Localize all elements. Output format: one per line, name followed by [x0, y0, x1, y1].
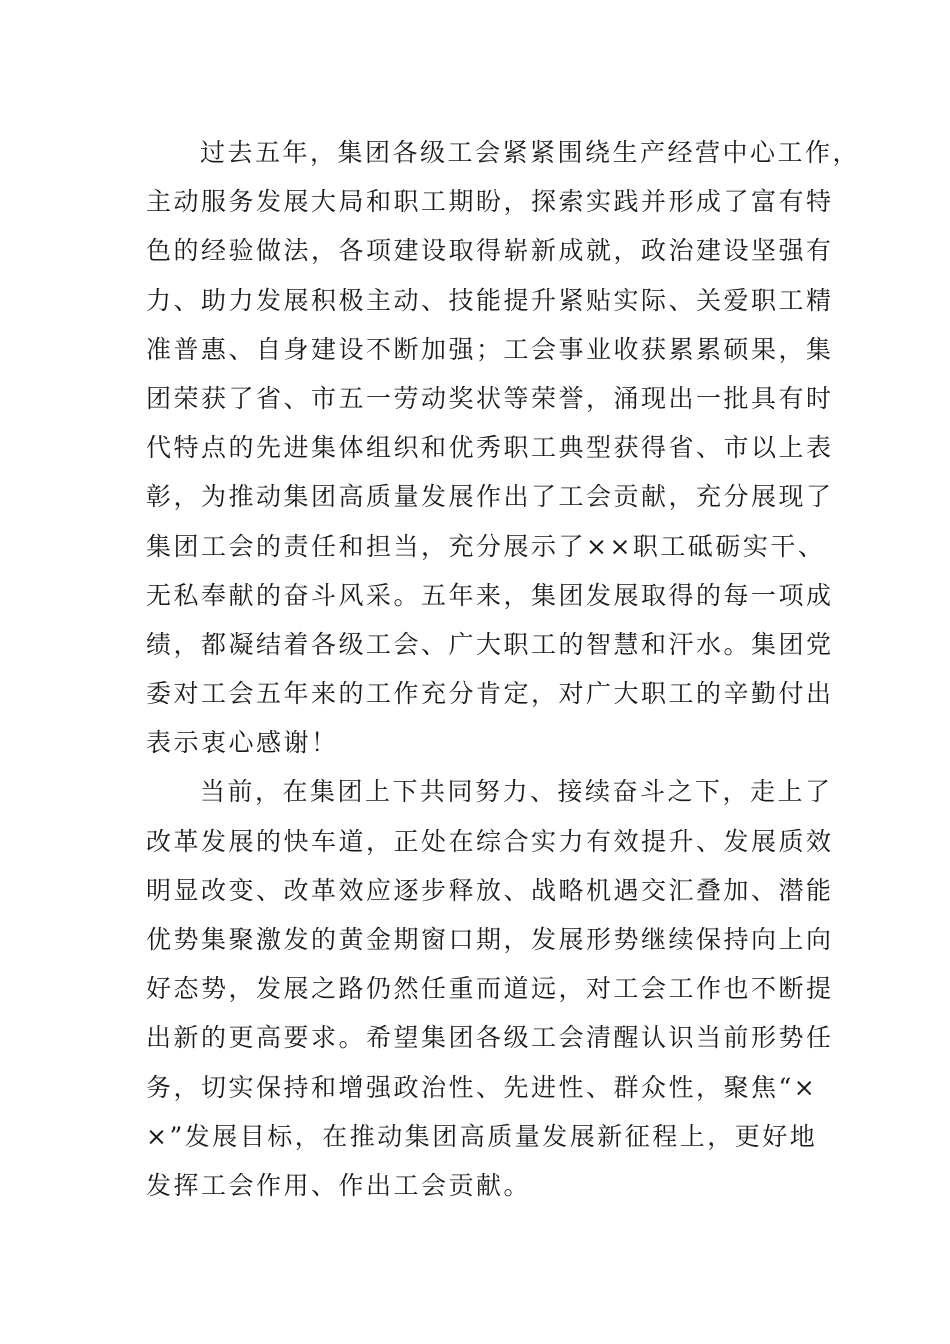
paragraph-line: 当前，在集团上下共同努力、接续奋斗之下，走上了: [200, 777, 833, 807]
paragraph-line: ×”发展目标，在推动集团高质量发展新征程上，更好地: [146, 1121, 818, 1151]
paragraph-line: 无私奉献的奋斗风采。五年来，集团发展取得的每一项成: [146, 580, 834, 610]
paragraph-line: 代特点的先进集体组织和优秀职工典型获得省、市以上表: [146, 433, 834, 463]
paragraph-line: 过去五年，集团各级工会紧紧围绕生产经营中心工作，: [200, 138, 861, 167]
paragraph-line: 出新的更高要求。希望集团各级工会清醒认识当前形势任: [146, 1023, 834, 1053]
paragraph-2: [146, 767, 834, 1210]
paragraph-line: 主动服务发展大局和职工期盼，探索实践并形成了富有特: [146, 187, 834, 217]
paragraph-line: 色的经验做法，各项建设取得崭新成就，政治建设坚强有: [146, 236, 834, 266]
paragraph-line: 团荣获了省、市五一劳动奖状等荣誉，涌现出一批具有时: [146, 383, 834, 413]
document-body: [146, 128, 861, 1210]
paragraph-line: 优势集聚激发的黄金期窗口期，发展形势继续保持向上向: [146, 925, 834, 954]
paragraph-line: 改革发展的快车道，正处在综合实力有效提升、发展质效: [146, 826, 834, 856]
paragraph-line: 发挥工会作用、作出工会贡献。: [146, 1170, 532, 1200]
paragraph-line: 彰，为推动集团高质量发展作出了工会贡献，充分展现了: [146, 482, 834, 512]
paragraph-line: 务，切实保持和增强政治性、先进性、群众性，聚焦“×: [146, 1072, 818, 1102]
paragraph-line: 准普惠、自身建设不断加强；工会事业收获累累硕果，集: [146, 334, 834, 364]
paragraph-line: 好态势，发展之路仍然任重而道远，对工会工作也不断提: [146, 974, 834, 1004]
paragraph-line: 集团工会的责任和担当，充分展示了××职工砥砺实干、: [146, 531, 826, 561]
paragraph-line: 委对工会五年来的工作充分肯定，对广大职工的辛勤付出: [146, 679, 834, 709]
paragraph-line: 表示衷心感谢！: [146, 728, 339, 758]
paragraph-line: 力、助力发展积极主动、技能提升紧贴实际、关爱职工精: [146, 285, 834, 315]
paragraph-line: 明显改变、改革效应逐步释放、战略机遇交汇叠加、潜能: [146, 875, 834, 905]
paragraph-1: [146, 128, 861, 767]
paragraph-line: 绩，都凝结着各级工会、广大职工的智慧和汗水。集团党: [146, 629, 834, 659]
